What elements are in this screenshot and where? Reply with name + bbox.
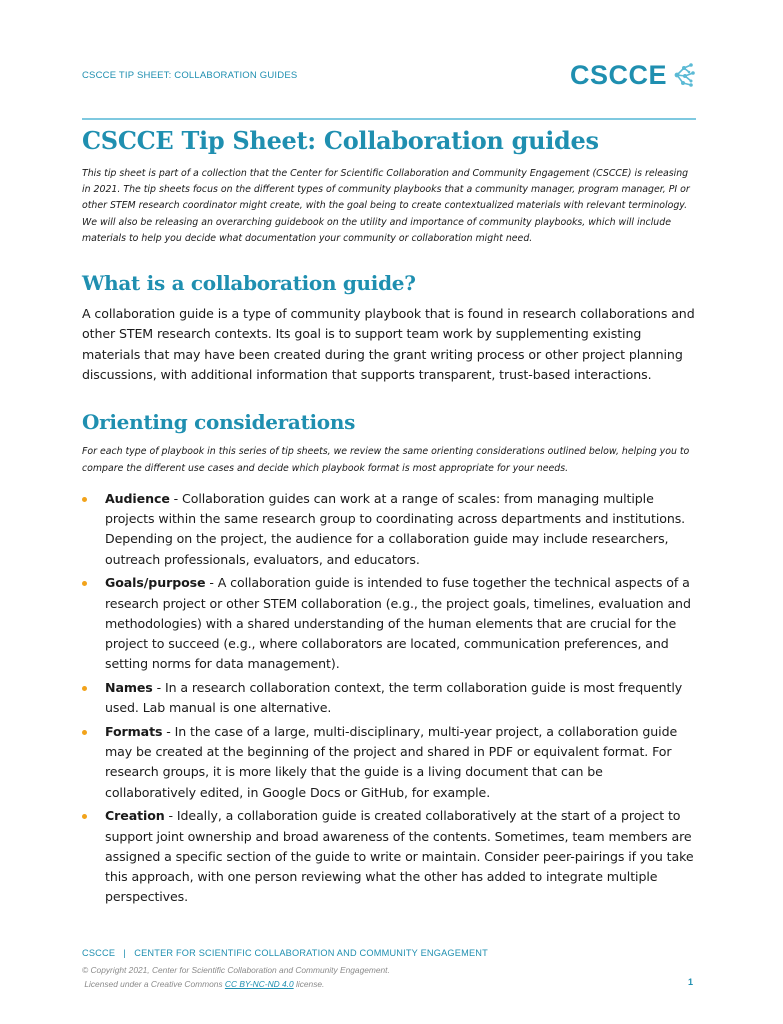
bullet-dot-icon [82, 814, 87, 819]
bullet-dot-icon [82, 730, 87, 735]
list-item-creation [82, 806, 696, 907]
network-icon [669, 60, 699, 90]
license-line [82, 978, 390, 992]
section-heading-orienting: Orienting considerations [82, 410, 356, 434]
bullet-dot-icon [82, 497, 87, 502]
header-divider [82, 118, 696, 120]
page-title: CSCCE Tip Sheet: Collaboration guides [82, 126, 599, 155]
section-body-what-is: A collaboration guide is a type of community playbook that is found in research collaborations and other STEM research contexts. Its goal is to support team work by supplementing existing materials that may have been created during the grant writing process or other project planning discussions, with additional information that supports transparent, trust-based interactions. [82, 306, 695, 382]
bullet-term: Goals/purpose [105, 575, 206, 591]
list-item-names [82, 678, 696, 718]
cscce-logo [570, 58, 699, 92]
copyright-block [82, 964, 390, 991]
bullet-dot-icon [82, 686, 87, 691]
section-heading-what-is: What is a collaboration guide? [82, 271, 416, 295]
bullet-text: - Collaboration guides can work at a range of scales: from managing multiple projects within the same research group to coordinating across departments and institutions. Depending on the project, the audience for a collaboration guide may include researchers, outreach professionals, evaluators, and educators. [105, 491, 686, 567]
license-prefix: Licensed under a Creative Commons [84, 978, 225, 989]
bullet-dot-icon [82, 581, 87, 586]
bullet-text: - In a research collaboration context, the term collaboration guide is most frequently used. Lab manual is one alternative. [105, 680, 683, 716]
bullet-term: Audience [105, 491, 170, 506]
list-item-formats [82, 722, 696, 803]
bullet-text: - In the case of a large, multi-disciplinary, multi-year project, a collaboration guide may be created at the beginning of the project and shared in PDF or equivalent format. For research groups, it is more likely that the guide is a living document that can be collaboratively edited, in Google Docs or GitHub, for example. [105, 724, 678, 800]
license-suffix: license. [293, 978, 325, 989]
bullet-term: Creation [105, 808, 165, 824]
bullet-term: Names [105, 680, 153, 696]
running-header: CSCCE TIP SHEET: COLLABORATION GUIDES [82, 70, 298, 81]
intro-paragraph: This tip sheet is part of a collection that the Center for Scientific Collaboration and Community Engagement (CSCCE) is releasing in 2021. The tip sheets focus on the different types of community playbooks that a community manager, program manager, PI or other STEM research coordinator might create, with the goal being to create contextualized materials with relevant terminology. We will also be releasing an overarching guidebook on the utility and importance of community playbooks, which will include materials to help you decide what documentation your community or collaboration might need. [82, 168, 690, 244]
page-number: 1 [688, 977, 694, 987]
logo-wordmark: CSCCE [570, 59, 668, 90]
copyright-line: © Copyright 2021, Center for Scientific Collaboration and Community Engagement. [82, 965, 390, 975]
list-item-goals [82, 573, 696, 674]
bullet-text: - Ideally, a collaboration guide is created collaboratively at the start of a project to support joint ownership and broad awareness of the contents. Sometimes, team members are assigned a specific section of the guide to write or maintain. Consider peer-pairings if you take this approach, with one person reviewing what the other has added to integrate multiple perspectives. [105, 808, 694, 905]
footer-org-line [82, 948, 488, 958]
orienting-note: For each type of playbook in this series of tip sheets, we review the same orienting considerations outlined below, helping you to compare the different use cases and decide which playbook format is most appropriate for your needs. [82, 446, 690, 474]
footer-org-text: CSCCE | CENTER FOR SCIENTIFIC COLLABORATION AND COMMUNITY ENGAGEMENT [82, 948, 488, 958]
bullet-term: Formats [105, 724, 163, 740]
bullet-text: - A collaboration guide is intended to fuse together the technical aspects of a research project or other STEM collaboration (e.g., the project goals, timelines, evaluation and methodologies) with a shared understanding of the human elements that are crucial for the project to succeed (e.g., where collaborators are located, communication preferences, and setting norms for data management). [105, 575, 691, 672]
list-item-audience [82, 489, 696, 570]
considerations-list [82, 489, 696, 911]
license-link[interactable]: CC BY-NC-ND 4.0 [224, 978, 294, 989]
